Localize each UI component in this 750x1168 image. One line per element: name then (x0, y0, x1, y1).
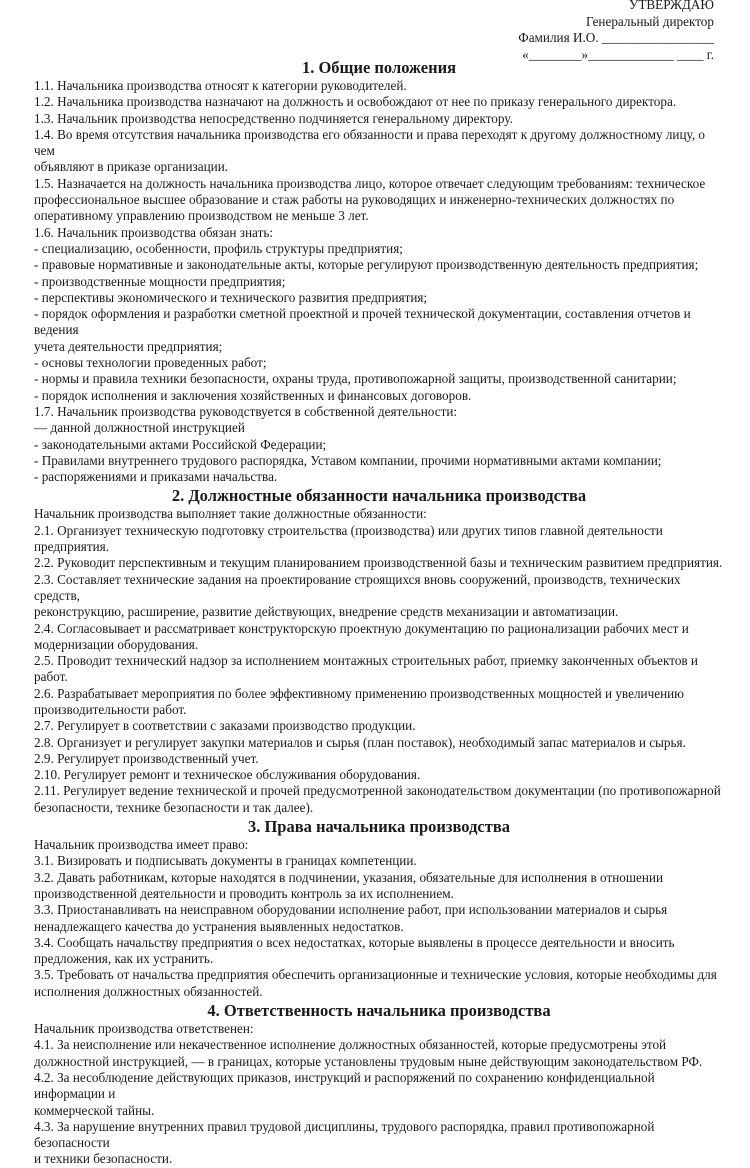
paragraph-line: безопасности, технике безопасности и так далее). (34, 799, 314, 815)
paragraph-line: - распоряжениями и приказами начальства. (34, 469, 278, 485)
paragraph-line: профессиональное высшее образование и стаж работы на руководящих и инженерно-технических должностях по (34, 192, 675, 208)
paragraph-line: 2.1. Организует техническую подготовку строительства (производства) или других типов главной деятельности предприятия. (34, 522, 663, 555)
paragraph-line: оперативному управлению производством не меньше 3 лет. (34, 208, 369, 224)
section-4 (34, 1001, 724, 1168)
section-heading: 4. Ответственность начальника производства (207, 1001, 551, 1021)
paragraph-line: 2.8. Организует и регулирует закупки материалов и сырья (план поставок), необходимый запас материалов и сырья. (34, 734, 686, 750)
paragraph-line: 2.9. Регулирует производственный учет. (34, 750, 259, 766)
paragraph-line: Начальник производства ответственен: (34, 1021, 254, 1037)
paragraph-line: модернизации оборудования. (34, 636, 199, 652)
paragraph-line: - Правилами внутреннего трудового распорядка, Уставом компании, прочими нормативными актами компании; (34, 452, 662, 468)
section-1 (34, 58, 724, 485)
paragraph-line: коммерческой тайны. (34, 1102, 155, 1118)
paragraph-line: 4.2. За несоблюдение действующих приказов, инструкций и распоряжений по сохранению конфиденциальной информации и (34, 1069, 655, 1102)
paragraph-line: 2.10. Регулирует ремонт и техническое обслуживания оборудования. (34, 767, 421, 783)
paragraph-line: 1.4. Во время отсутствия начальника производства его обязанности и права переходят к другому должностному лицу, о чем (34, 126, 706, 159)
paragraph-line: Начальник производства выполняет такие должностные обязанности: (34, 506, 427, 522)
paragraph-line: - правовые нормативные и законодательные акты, которые регулируют производственную деятельность предприятия; (34, 257, 699, 273)
paragraph-line: 1.2. Начальника производства назначают на должность и освобождают от нее по приказу генерального директора. (34, 94, 677, 110)
section-heading: 1. Общие положения (301, 58, 457, 77)
paragraph-line: 3.5. Требовать от начальства предприятия обеспечить организационные и технические условия, которые необходимы для (34, 967, 717, 983)
section-heading: 3. Права начальника производства (247, 817, 511, 837)
paragraph-line: - производственные мощности предприятия; (34, 273, 286, 289)
paragraph-line: и техники безопасности. (34, 1151, 173, 1167)
paragraph-line: - законодательными актами Российской Федерации; (34, 436, 327, 452)
paragraph-line: 2.7. Регулирует в соответствии с заказами производство продукции. (34, 718, 416, 734)
approval-title: УТВЕРЖДАЮ (628, 0, 714, 12)
approval-name-line: Фамилия И.О. _________________ (518, 30, 714, 45)
paragraph-line: 3.2. Давать работникам, которые находятся в подчинении, указания, обязательные для исполнения в отношении (34, 869, 664, 885)
approval-position: Генеральный директор (585, 13, 714, 29)
paragraph-line: 3.4. Сообщать начальству предприятия о всех недостатках, которые выявлены в процессе деятельности и вносить (34, 934, 675, 950)
paragraph-line: производственной деятельности и проводить контроль за их исполнением. (34, 885, 454, 901)
paragraph-line: 1.5. Назначается на должность начальника производства лицо, которое отвечает следующим требованиям: техническое (34, 175, 706, 191)
paragraph-line: исполнения должностных обязанностей. (34, 983, 263, 999)
approval-date-line: «________»_____________ ____ г. (522, 46, 714, 62)
paragraph-line: производительности работ. (34, 701, 187, 717)
paragraph-line: 2.3. Составляет технические задания на проектирование строящихся вновь сооружений, производств, технических средств, (34, 571, 681, 603)
paragraph-line: - порядок исполнения и заключения хозяйственных и финансовых договоров. (34, 387, 472, 403)
paragraph-line: 2.5. Проводит технический надзор за исполнением монтажных строительных работ, приемку законченных объектов и работ. (34, 653, 698, 685)
paragraph-line: ненадлежащего качества до устранения выявленных недостатков. (34, 918, 404, 934)
paragraph-line: объявляют в приказе организации. (34, 159, 229, 175)
paragraph-line: - перспективы экономического и технического развития предприятия; (34, 289, 428, 305)
paragraph-line: 3.3. Приостанавливать на неисправном оборудовании исполнение работ, при использовании материалов и сырья (34, 902, 668, 918)
paragraph-line: - основы технологии проведенных работ; (34, 355, 267, 371)
document-body (34, 58, 724, 1168)
approval-block (518, 0, 714, 63)
section-3 (34, 817, 724, 1000)
paragraph-line: — данной должностной инструкцией (34, 420, 245, 436)
paragraph-line: 3.1. Визировать и подписывать документы в границах компетенции. (34, 853, 417, 869)
paragraph-line: 1.1. Начальника производства относят к категории руководителей. (34, 78, 407, 93)
section-2 (34, 486, 724, 816)
paragraph-line: 1.3. Начальник производства непосредственно подчиняется генеральному директору. (34, 110, 513, 126)
paragraph-line: 2.4. Согласовывает и рассматривает конструкторскую проектную документацию по рационализации рабочих мест и (34, 620, 689, 636)
paragraph-line: 2.11. Регулирует ведение технической и прочей предусмотренной законодательством документации (по противопожарной (34, 783, 721, 799)
paragraph-line: Начальник производства имеет право: (34, 837, 249, 853)
section-heading: 2. Должностные обязанности начальника производства (171, 486, 587, 506)
paragraph-line: 4.1. За неисполнение или некачественное исполнение должностных обязанностей, которые предусмотрены этой (34, 1037, 667, 1053)
paragraph-line: 2.6. Разрабатывает мероприятия по более эффективному применению производственных мощностей и увеличению (34, 685, 685, 701)
paragraph-line: - нормы и правила техники безопасности, охраны труда, противопожарной защиты, производственной санитарии; (34, 371, 677, 387)
paragraph-line: 2.2. Руководит перспективным и текущим планированием производственной базы и техническим развитием предприятия. (34, 555, 723, 571)
paragraph-line: должностной инструкцией, — в границах, которые установлены трудовым ныне действующим законодательством РФ. (34, 1053, 703, 1069)
paragraph-line: - порядок оформления и разработки сметной проектной и прочей технической документации, составления отчетов и ведения (34, 306, 691, 338)
paragraph-line: 1.6. Начальник производства обязан знать: (34, 224, 274, 240)
paragraph-line: - специализацию, особенности, профиль структуры предприятия; (34, 240, 403, 256)
paragraph-line: предложения, как их устранить. (34, 951, 214, 967)
paragraph-line: учета деятельности предприятия; (34, 338, 223, 354)
paragraph-line: реконструкцию, расширение, развитие действующих, внедрение средств механизации и автоматизации. (34, 604, 619, 620)
paragraph-line: 1.7. Начальник производства руководствуется в собственной деятельности: (34, 403, 458, 419)
paragraph-line: 4.3. За нарушение внутренних правил трудовой дисциплины, трудового распорядка, правил противопожарной безопасности (34, 1118, 655, 1151)
